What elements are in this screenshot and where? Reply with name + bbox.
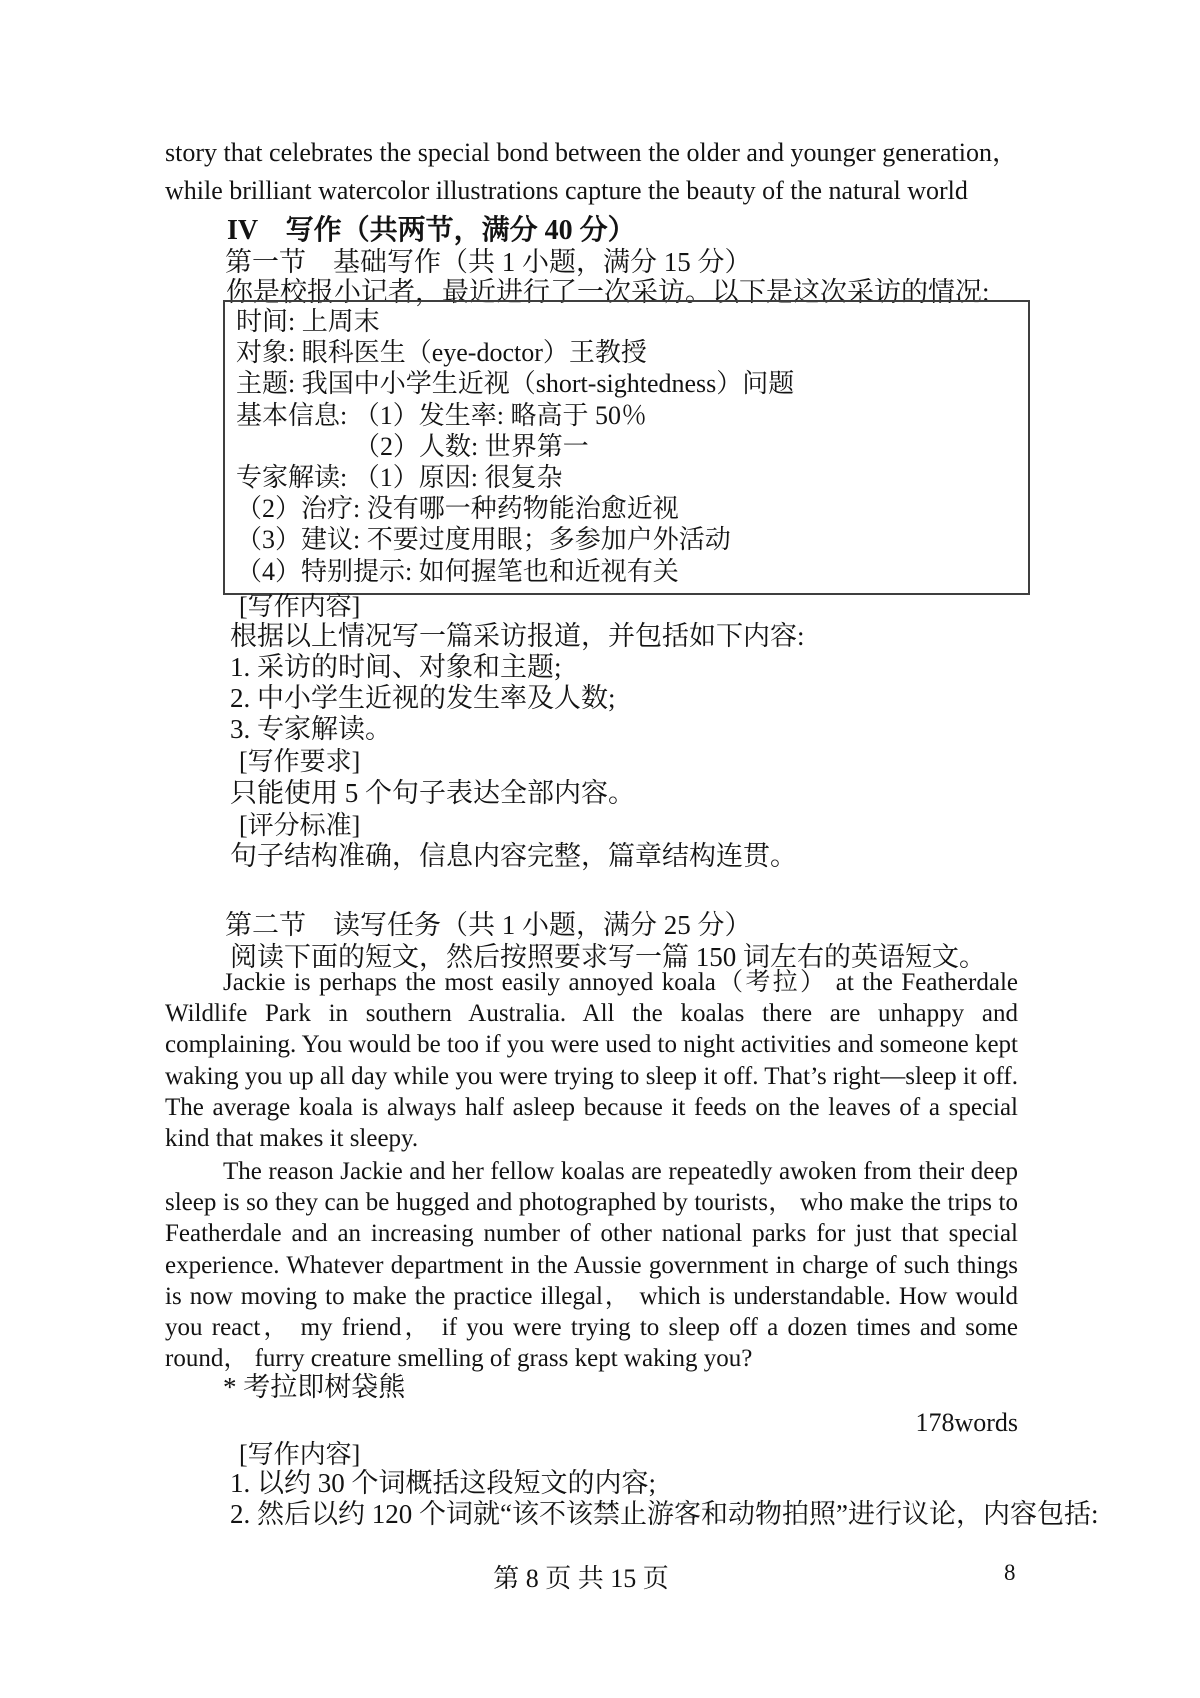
carryover-paragraph [165,134,1018,210]
info-box-line-basic-info: 基本信息: （1）发生率: 略高于 50％ [236,400,647,430]
passage-line: Jackie is perhaps the most easily annoyed koala（考拉） at the Featherdale [223,969,1018,996]
passage-line: sleep is so they can be hugged and photographed by tourists， who make the trips to [165,1189,1018,1217]
reading-passage-paragraph-2 [165,1156,1018,1374]
writing-content-item: 2. 然后以约 120 个词就“该不该禁止游客和动物拍照”进行议论，内容包括: [230,1499,1099,1529]
carryover-line: story that celebrates the special bond between the older and younger generation， [165,138,1018,167]
info-box-line-topic: 主题: 我国中小学生近视（short-sightedness）问题 [236,369,795,399]
info-box-line-advice: （3）建议: 不要过度用眼；多参加户外活动 [236,525,731,555]
passage-line: The reason Jackie and her fellow koalas are repeatedly awoken from their deep [223,1158,1018,1185]
passage-line: round， furry creature smelling of grass kept waking you? [165,1345,753,1373]
passage-line: waking you up all day while you were trying to sleep it off. That’s right—sleep it off. [165,1062,1018,1090]
info-box-line-time: 时间: 上周末 [236,307,380,336]
interview-info-box [223,300,1030,595]
writing-content-item: 2. 中小学生近视的发生率及人数; [230,683,616,713]
writing-content-label: [写作内容] [239,1440,361,1469]
part1-title: 第一节 基础写作（共 1 小题，满分 15 分） [225,247,752,277]
writing-content-intro: 根据以上情况写一篇采访报道，并包括如下内容: [230,621,805,651]
passage-line: Featherdale and an increasing number of other national parks for just that special [165,1220,1018,1248]
passage-line: complaining. You would be too if you were used to night activities and someone kept [165,1031,1018,1059]
info-box-line-special-note: （4）特别提示: 如何握笔也和近视有关 [236,556,679,586]
passage-line: experience. Whatever department in the Aussie government in charge of such things [165,1251,1018,1279]
passage-line: you react， my friend， if you were trying to sleep off a dozen times and some [165,1314,1018,1342]
part2-prompt: 阅读下面的短文，然后按照要求写一篇 150 词左右的英语短文。 [230,942,986,972]
carryover-line: while brilliant watercolor illustrations capture the beauty of the natural world [165,176,968,205]
writing-content-item: 1. 采访的时间、对象和主题; [230,652,562,682]
info-box-line-treatment: （2）治疗: 没有哪一种药物能治愈近视 [236,494,679,524]
passage-line: Wildlife Park in southern Australia. All the koalas there are unhappy and [165,1000,1018,1028]
reading-passage-paragraph-1 [165,967,1018,1154]
info-box-line-expert: 专家解读: （1）原因: 很复杂 [236,463,563,493]
scoring-criteria-label: [评分标准] [239,811,361,840]
scoring-criteria-text: 句子结构准确，信息内容完整，篇章结构连贯。 [230,841,797,871]
passage-line: kind that makes it sleepy. [165,1125,419,1153]
part2-title: 第二节 读写任务（共 1 小题，满分 25 分） [225,910,752,940]
page-number: 8 [1004,1560,1016,1585]
writing-requirement-label: [写作要求] [239,747,361,776]
page-footer-info: 第 8 页 共 15 页 [493,1564,669,1593]
koala-footnote: * 考拉即树袋熊 [223,1372,406,1402]
info-box-line-subject: 对象: 眼科医生（eye-doctor）王教授 [236,338,647,368]
writing-content-label: [写作内容] [239,592,361,621]
writing-content-item: 1. 以约 30 个词概括这段短文的内容; [230,1468,657,1498]
writing-content-item: 3. 专家解读。 [230,714,392,744]
passage-line: is now moving to make the practice illegal， which is understandable. How would [165,1282,1018,1310]
writing-requirement-text: 只能使用 5 个句子表达全部内容。 [230,778,635,808]
section-iv-heading: IV 写作（共两节，满分 40 分） [227,215,636,246]
passage-line: The average koala is always half asleep because it feeds on the leaves of a special [165,1093,1018,1121]
part1-prompt: 你是校报小记者，最近进行了一次采访。以下是这次采访的情况: [226,277,990,307]
info-box-line-number: （2）人数: 世界第一 [354,431,589,461]
word-count: 178words [915,1408,1018,1437]
